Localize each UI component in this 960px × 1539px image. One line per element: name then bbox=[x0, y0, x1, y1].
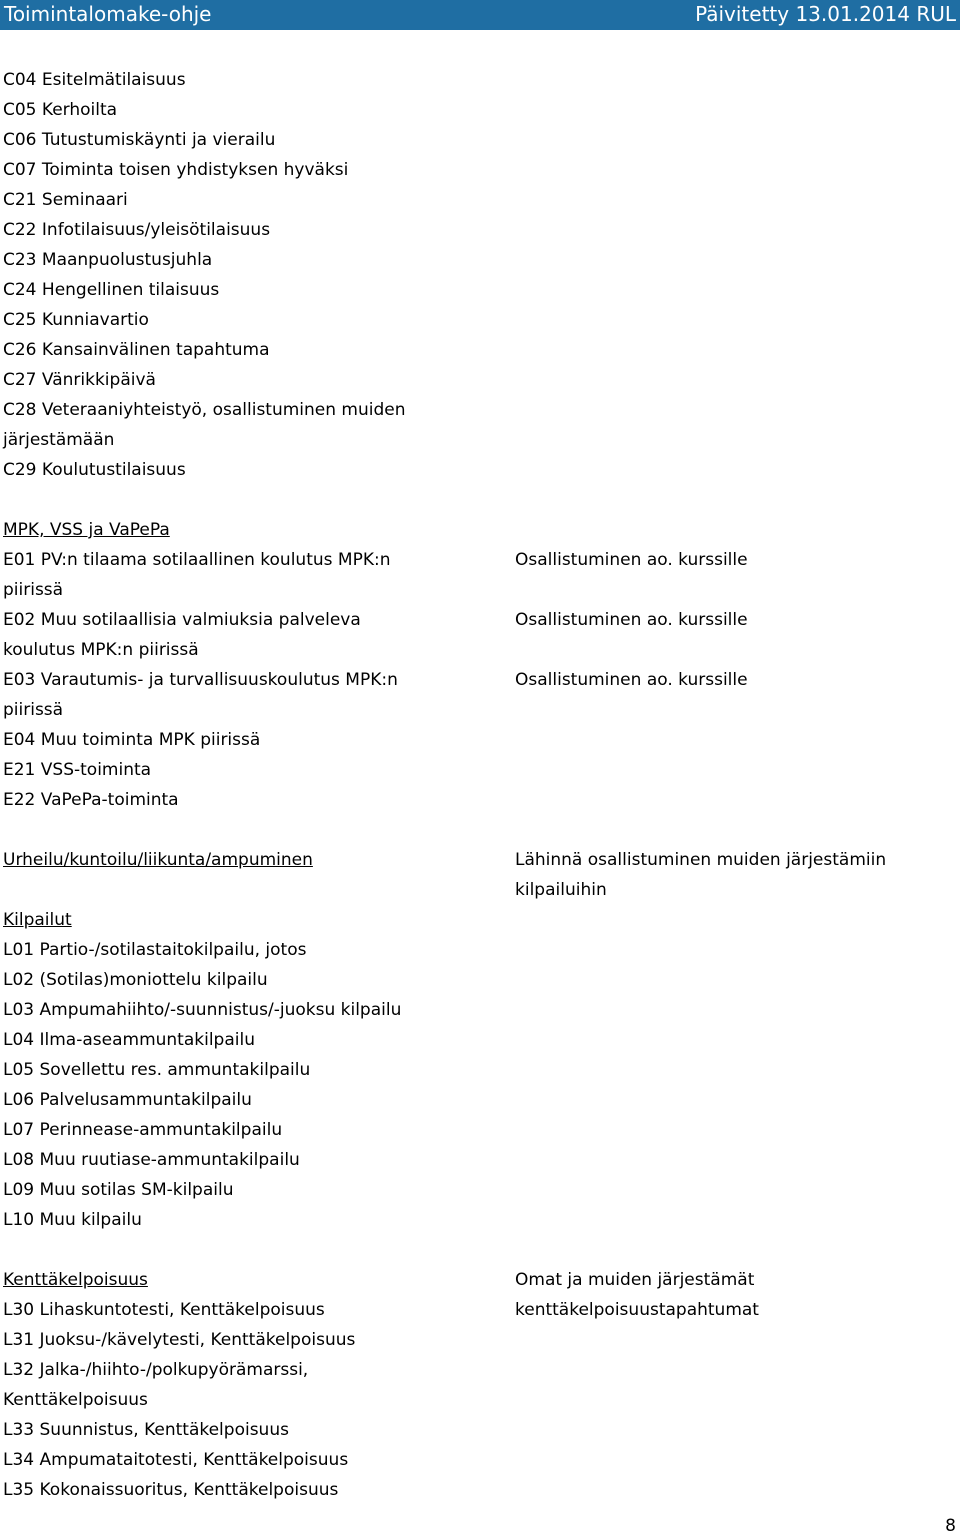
updated-date: Päivitetty 13.01.2014 RUL bbox=[695, 2, 956, 26]
field-test-item: L32 Jalka-/hiihto-/polkupyörämarssi, bbox=[3, 1360, 309, 1380]
sports-note: kilpailuihin bbox=[515, 880, 607, 900]
spacer bbox=[3, 1235, 473, 1265]
document-title: Toimintalomake-ohje bbox=[4, 2, 212, 26]
mpk-note: Osallistuminen ao. kurssille bbox=[515, 670, 748, 690]
left-column bbox=[3, 65, 473, 1505]
field-tests-heading: Kenttäkelpoisuus bbox=[3, 1270, 148, 1290]
mpk-item: E02 Muu sotilaallisia valmiuksia palveleva bbox=[3, 610, 361, 630]
sports-heading: Urheilu/kuntoilu/liikunta/ampuminen bbox=[3, 850, 313, 870]
spacer bbox=[3, 875, 473, 905]
mpk-item: E04 Muu toiminta MPK piirissä bbox=[3, 730, 261, 750]
competitions-heading: Kilpailut bbox=[3, 910, 72, 930]
c-item: C28 Veteraaniyhteistyö, osallistuminen muiden bbox=[3, 400, 406, 420]
field-test-item: L30 Lihaskuntotesti, Kenttäkelpoisuus bbox=[3, 1300, 325, 1320]
c-item: C06 Tutustumiskäynti ja vierailu bbox=[3, 130, 276, 150]
competition-item: L05 Sovellettu res. ammuntakilpailu bbox=[3, 1060, 311, 1080]
page-header bbox=[0, 0, 960, 30]
mpk-item: koulutus MPK:n piirissä bbox=[3, 640, 199, 660]
c-item: C29 Koulutustilaisuus bbox=[3, 460, 186, 480]
c-item: C05 Kerhoilta bbox=[3, 100, 118, 120]
field-test-item: L33 Suunnistus, Kenttäkelpoisuus bbox=[3, 1420, 289, 1440]
c-item: C07 Toiminta toisen yhdistyksen hyväksi bbox=[3, 160, 349, 180]
page-number: 8 bbox=[945, 1516, 956, 1536]
field-test-item: L34 Ampumataitotesti, Kenttäkelpoisuus bbox=[3, 1450, 349, 1470]
mpk-note: Osallistuminen ao. kurssille bbox=[515, 550, 748, 570]
competition-item: L02 (Sotilas)moniottelu kilpailu bbox=[3, 970, 268, 990]
field-tests-note: Omat ja muiden järjestämät bbox=[515, 1270, 755, 1290]
mpk-item: piirissä bbox=[3, 700, 64, 720]
sports-note: Lähinnä osallistuminen muiden järjestämiin bbox=[515, 850, 887, 870]
competition-item: L09 Muu sotilas SM-kilpailu bbox=[3, 1180, 234, 1200]
mpk-item: E03 Varautumis- ja turvallisuuskoulutus MPK:n bbox=[3, 670, 398, 690]
c-item: C27 Vänrikkipäivä bbox=[3, 370, 156, 390]
mpk-item: E22 VaPePa-toiminta bbox=[3, 790, 179, 810]
c-item: C26 Kansainvälinen tapahtuma bbox=[3, 340, 270, 360]
field-test-item: Kenttäkelpoisuus bbox=[3, 1390, 148, 1410]
field-test-item: L31 Juoksu-/kävelytesti, Kenttäkelpoisuus bbox=[3, 1330, 356, 1350]
c-item: C21 Seminaari bbox=[3, 190, 128, 210]
c-item: C22 Infotilaisuus/yleisötilaisuus bbox=[3, 220, 271, 240]
competition-item: L07 Perinnease-ammuntakilpailu bbox=[3, 1120, 283, 1140]
mpk-item: piirissä bbox=[3, 580, 64, 600]
c-item: järjestämään bbox=[3, 430, 115, 450]
spacer bbox=[3, 815, 473, 845]
mpk-note: Osallistuminen ao. kurssille bbox=[515, 610, 748, 630]
c-item: C23 Maanpuolustusjuhla bbox=[3, 250, 213, 270]
c-item: C24 Hengellinen tilaisuus bbox=[3, 280, 220, 300]
field-test-item: L35 Kokonaissuoritus, Kenttäkelpoisuus bbox=[3, 1480, 339, 1500]
competition-item: L01 Partio-/sotilastaitokilpailu, jotos bbox=[3, 940, 307, 960]
mpk-item: E01 PV:n tilaama sotilaallinen koulutus MPK:n bbox=[3, 550, 391, 570]
competition-item: L03 Ampumahiihto/-suunnistus/-juoksu kilpailu bbox=[3, 1000, 402, 1020]
competition-item: L10 Muu kilpailu bbox=[3, 1210, 142, 1230]
c-item: C25 Kunniavartio bbox=[3, 310, 149, 330]
c-item: C04 Esitelmätilaisuus bbox=[3, 70, 186, 90]
competition-item: L08 Muu ruutiase-ammuntakilpailu bbox=[3, 1150, 300, 1170]
mpk-item: E21 VSS-toiminta bbox=[3, 760, 152, 780]
mpk-heading: MPK, VSS ja VaPePa bbox=[3, 520, 170, 540]
field-tests-note: kenttäkelpoisuustapahtumat bbox=[515, 1300, 759, 1320]
spacer bbox=[3, 485, 473, 515]
competition-item: L06 Palvelusammuntakilpailu bbox=[3, 1090, 252, 1110]
right-column bbox=[515, 65, 955, 1325]
competition-item: L04 Ilma-aseammuntakilpailu bbox=[3, 1030, 255, 1050]
